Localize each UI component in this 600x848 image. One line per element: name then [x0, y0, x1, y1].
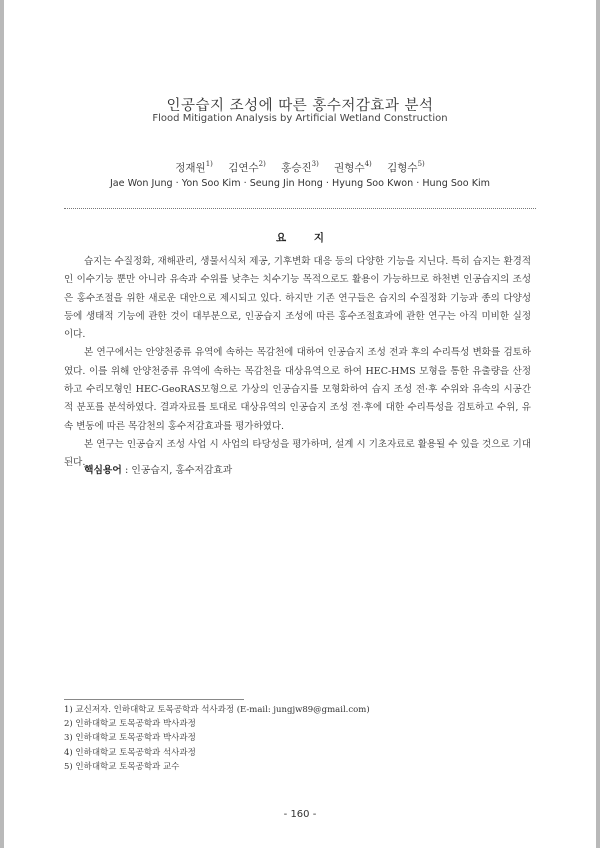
footnote-2: 2) 인하대학교 토목공학과 박사과정	[64, 719, 196, 730]
paper-title-english: Flood Mitigation Analysis by Artificial Wetland Construction	[152, 113, 448, 124]
author-footnote-mark: 2)	[258, 160, 266, 168]
author-footnote-mark: 5)	[417, 160, 425, 168]
author-name: 정재원	[175, 162, 206, 174]
author-name: 김형수	[387, 162, 418, 174]
footnote-1: 1) 교신저자. 인하대학교 토목공학과 석사과정 (E-mail: jungjw89@gmail.com)	[64, 705, 370, 715]
keywords-text: 인공습지, 홍수저감효과	[131, 465, 233, 476]
keywords-separator: :	[121, 465, 132, 476]
dotted-divider	[64, 208, 536, 209]
author-list-korean	[0, 160, 600, 175]
page-edge-left	[0, 0, 4, 848]
author-footnote-mark: 3)	[311, 160, 319, 168]
footnotes	[64, 703, 370, 774]
page-edge-right	[596, 0, 600, 848]
footnote-rule	[64, 699, 244, 700]
keywords-line	[84, 462, 232, 476]
paper-title-korean: 인공습지 조성에 따른 홍수저감효과 분석	[166, 98, 434, 114]
abstract-paragraph: 본 연구는 인공습지 조성 사업 시 사업의 타당성을 평가하며, 설계 시 기초자료로 활용될 수 있을 것으로 기대된다.	[64, 438, 531, 469]
author-4	[334, 162, 372, 174]
page-number: - 160 -	[283, 809, 317, 820]
abstract-paragraph: 본 연구에서는 안양천중류 유역에 속하는 목감천에 대하여 인공습지 조성 전과 후의 수리특성 변화를 검토하였다. 이를 위해 안양천중류 유역에 속하는 목감천을 대상유역으로 하여 HEC-HMS 모형을 통한 유출량을 산정하고 수리모형인 HEC-GeoRAS모형으로 가상의 인공습지를 모형화하여 습지 조성 전·후 수위와 유속의 시공간적 분포를 분석하였다. 결과자료를 토대로 대상유역의 인공습지 조성 전·후에 대한 수리특성을 검토하고 수위, 유속 변동에 따른 목감천의 홍수저감효과를 평가하였다.	[64, 347, 531, 432]
abstract-heading: 요 지	[276, 232, 336, 244]
author-footnote-mark: 4)	[364, 160, 372, 168]
author-name: 권형수	[334, 162, 365, 174]
author-2	[228, 162, 266, 174]
abstract-paragraph: 습지는 수질정화, 재해관리, 생물서식처 제공, 기후변화 대응 등의 다양한 기능을 지닌다. 특히 습지는 환경적인 이수기능 뿐만 아니라 유속과 수위를 낮추는 치수기능 목적으로도 활용이 가능하므로 하천변 인공습지의 조성은 홍수조절을 위한 새로운 대안으로 제시되고 있다. 하지만 기존 연구들은 습지의 수질정화 기능과 종의 다양성 등에 생태적 기능에 관한 것이 대부분으로, 인공습지 조성에 따른 홍수조절효과에 관한 연구는 아직 미비한 실정이다.	[64, 256, 531, 341]
author-name: 김연수	[228, 162, 259, 174]
author-list-english: Jae Won Jung · Yon Soo Kim · Seung Jin Hong · Hyung Soo Kwon · Hung Soo Kim	[109, 178, 491, 189]
footnote-3: 3) 인하대학교 토목공학과 박사과정	[64, 733, 196, 744]
keywords-label: 핵심용어	[84, 465, 122, 476]
author-footnote-mark: 1)	[205, 160, 213, 168]
footnote-4: 4) 인하대학교 토목공학과 석사과정	[64, 747, 196, 758]
footnote-5: 5) 인하대학교 토목공학과 교수	[64, 761, 180, 772]
author-3	[281, 162, 319, 174]
author-1	[175, 162, 213, 174]
author-5	[387, 162, 425, 174]
abstract-body	[64, 253, 531, 473]
author-name: 홍승진	[281, 162, 312, 174]
